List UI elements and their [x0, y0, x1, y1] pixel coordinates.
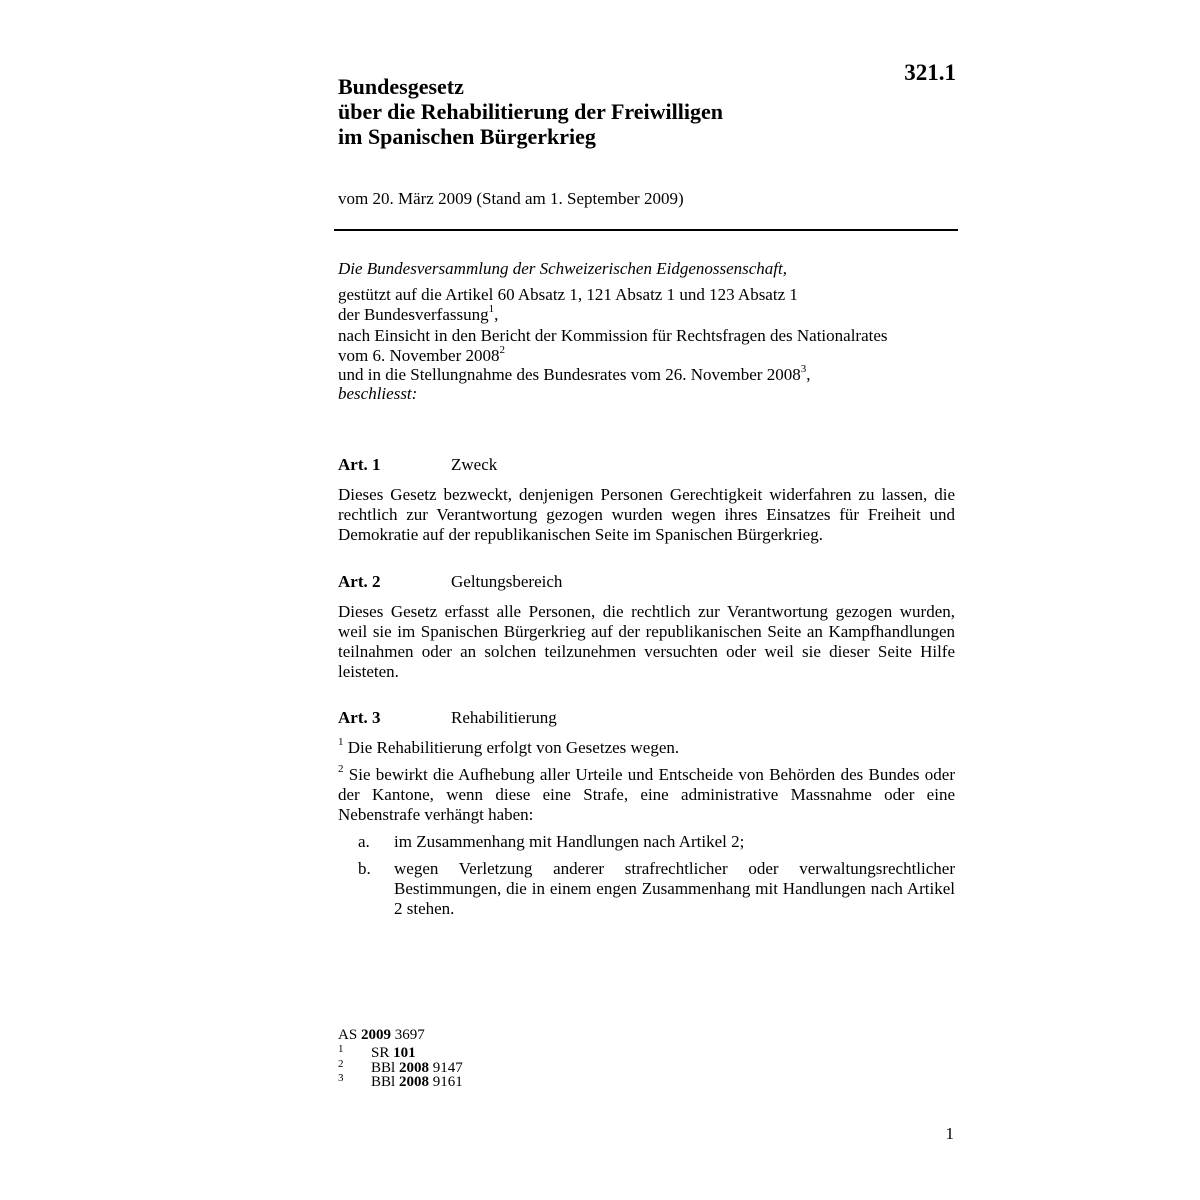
article-title: Rehabilitierung	[451, 708, 557, 727]
article-title: Geltungsbereich	[451, 572, 563, 591]
article-number: Art. 2	[338, 572, 381, 591]
list-text: im Zusammenhang mit Handlungen nach Artikel 2;	[394, 832, 745, 851]
preamble-authority: Die Bundesversammlung der Schweizerischen Eidgenossenschaft,	[338, 259, 787, 278]
preamble-basis-cont: der Bundesverfassung$^1$,	[338, 303, 499, 324]
sr-number: 321.1	[904, 60, 956, 85]
footnote-text: BBl 2008 9147	[371, 1059, 463, 1076]
title-line: Bundesgesetz	[338, 74, 464, 99]
footnote-number: 2	[338, 1057, 344, 1070]
article-paragraph: $^2$ Sie bewirkt die Aufhebung aller Urteile und Entscheide von Behörden des Bundes oder der Kantone, wenn diese eine Strafe, eine administrative Massnahme oder eine Nebenstrafe verhängt haben:	[338, 763, 955, 824]
footnote-text: SR 101	[371, 1045, 416, 1061]
title-rule	[334, 229, 958, 231]
list-item	[338, 832, 955, 852]
article-3	[338, 708, 955, 926]
footnote-number: 3	[338, 1072, 344, 1084]
article-heading	[338, 572, 955, 594]
preamble-report: nach Einsicht in den Bericht der Kommission für Rechtsfragen des Nationalrates	[338, 326, 888, 346]
list-text: wegen Verletzung anderer strafrechtlicher oder verwaltungsrechtlicher Bestimmungen, die in einem engen Zusammenhang mit Handlungen nach Artikel 2 stehen.	[394, 859, 955, 918]
page-number: 1	[945, 1124, 954, 1143]
article-1	[338, 455, 955, 552]
official-collection-ref: AS 2009 3697	[338, 1027, 425, 1043]
article-paragraph: $^1$ Die Rehabilitierung erfolgt von Gesetzes wegen.	[338, 736, 680, 757]
title-line: über die Rehabilitierung der Freiwilligen	[338, 99, 723, 124]
list-letter: a.	[358, 832, 370, 851]
footnote-ref[interactable]: 2	[499, 343, 505, 356]
preamble	[338, 259, 958, 404]
enactment-date: vom 20. März 2009 (Stand am 1. September 2009)	[338, 189, 684, 208]
title-line: im Spanischen Bürgerkrieg	[338, 124, 596, 149]
article-text: Dieses Gesetz bezweckt, denjenigen Personen Gerechtigkeit widerfahren zu lassen, die rechtlich zur Verantwortung gezogen wurden wegen ihres Einsatzes für Freiheit und Demokratie auf der republikanischen Seite im Spanischen Bürgerkrieg.	[338, 485, 955, 544]
footnote	[338, 1074, 463, 1089]
article-number: Art. 1	[338, 455, 381, 474]
article-heading	[338, 708, 955, 730]
footnote-text: BBl 2008 9161	[371, 1074, 463, 1090]
article-list	[338, 832, 955, 919]
paragraph-number: 1	[338, 736, 344, 749]
list-letter: b.	[358, 859, 371, 878]
article-text: Dieses Gesetz erfasst alle Personen, die rechtlich zur Verantwortung gezogen wurden, weil sie im Spanischen Bürgerkrieg auf der republikanischen Seite an Kampfhandlungen teilnahmen oder an solchen teilzunehmen versuchten oder weil sie dieser Seite Hilfe leisteten.	[338, 602, 955, 681]
article-title: Zweck	[451, 455, 498, 474]
preamble-report-cont: vom 6. November 2008$^2$	[338, 343, 505, 365]
preamble-basis: gestützt auf die Artikel 60 Absatz 1, 121 Absatz 1 und 123 Absatz 1	[338, 285, 798, 305]
list-item	[338, 859, 955, 919]
preamble-resolves: beschliesst:	[338, 384, 418, 404]
paragraph-number: 2	[338, 763, 344, 776]
law-title	[338, 74, 898, 149]
footnotes	[338, 1027, 463, 1089]
footnote-number: 1	[338, 1043, 344, 1055]
article-2	[338, 572, 955, 689]
article-heading	[338, 455, 955, 477]
article-number: Art. 3	[338, 708, 381, 727]
footnote-ref[interactable]: 1	[488, 303, 495, 316]
footnote-ref[interactable]: 3	[800, 363, 807, 376]
preamble-opinion: und in die Stellungnahme des Bundesrates vom 26. November 2008$^3$,	[338, 363, 811, 385]
